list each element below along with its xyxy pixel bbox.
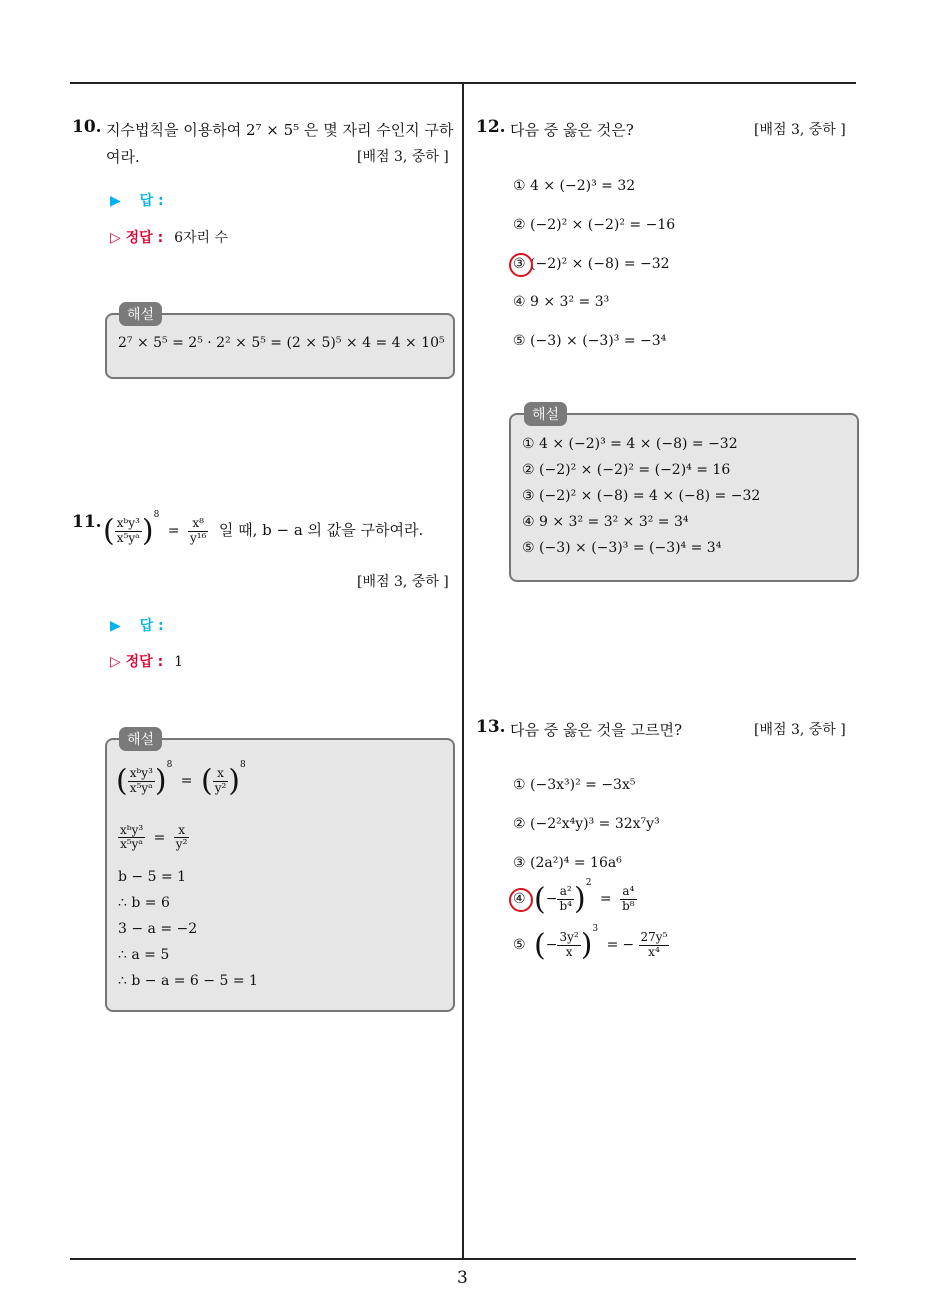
q11-solution-line-2: ∴ b = 6 bbox=[118, 895, 170, 911]
q12-points: [배점 3, 중하 ] bbox=[754, 122, 846, 138]
sol-rhs-den: y² bbox=[214, 780, 227, 795]
sol-exp: 8 bbox=[166, 760, 173, 770]
q11-text: 일 때, b − a 의 값을 구하여라. bbox=[218, 521, 424, 539]
sol-rhs-exp: 8 bbox=[240, 760, 246, 770]
play-icon: ▶ bbox=[110, 193, 121, 209]
q12-solution-line-3: ③ (−2)² × (−8) = 4 × (−8) = −32 bbox=[522, 488, 761, 504]
q11-points: [배점 3, 중하 ] bbox=[357, 574, 449, 590]
q11-outer-exp: 8 bbox=[153, 510, 160, 520]
opt4-num: a² bbox=[557, 885, 574, 899]
q11-equation: ( $\frac{\text{xᵇy³}}{\text{x⁵yᵃ}}$ )$^8$ = $\frac{\text{x⁸}}{\text{y¹⁶}}$ 일 때, b − a 의 값을 구하여라. bbox=[103, 510, 424, 549]
sol2-rhs-num: x bbox=[174, 824, 190, 838]
q11-frac-den: x⁵yᵃ bbox=[116, 530, 140, 545]
q10-solution-line: 2⁷ × 5⁵ = 2⁵ · 2² × 5⁵ = (2 × 5)⁵ × 4 = 4 × 10⁵ bbox=[118, 335, 445, 351]
q12-option-2[interactable]: ② (−2)² × (−2)² = −16 bbox=[513, 217, 676, 233]
sol-frac-den: x⁵yᵃ bbox=[129, 780, 153, 795]
q13-opt5-mark: ⑤ bbox=[513, 937, 526, 953]
q12-number: 12. bbox=[476, 117, 506, 137]
sol2-frac-den: x⁵yᵃ bbox=[120, 837, 144, 852]
q10-points: [배점 3, 중하 ] bbox=[357, 149, 449, 165]
opt4-den: b⁴ bbox=[559, 898, 572, 913]
q11-solution-tag: 해설 bbox=[119, 727, 162, 751]
q10-text-line1: 지수법칙을 이용하여 2⁷ × 5⁵ 은 몇 자리 수인지 구하 bbox=[106, 121, 454, 139]
q12-option-3[interactable]: ③ (−2)² × (−8) = −32 bbox=[513, 256, 670, 272]
q11-solution-line-3: 3 − a = −2 bbox=[118, 921, 198, 937]
opt4-rnum: a⁴ bbox=[620, 885, 637, 899]
q13-text: 다음 중 옳은 것을 고르면? bbox=[510, 721, 683, 739]
q11-answer-row[interactable] bbox=[110, 615, 164, 635]
column-divider bbox=[462, 82, 464, 1259]
q13-points: [배점 3, 중하 ] bbox=[754, 722, 846, 738]
q12-solution-line-2: ② (−2)² × (−2)² = (−2)⁴ = 16 bbox=[522, 462, 731, 478]
q11-rhs-den: y¹⁶ bbox=[189, 530, 207, 545]
q13-option-2[interactable]: ② (−2²x⁴y)³ = 32x⁷y³ bbox=[513, 816, 660, 832]
q12-solution-line-4: ④ 9 × 3² = 3² × 3² = 3⁴ bbox=[522, 514, 689, 530]
sol-frac-num: xᵇy³ bbox=[129, 766, 153, 781]
q12-solution-line-5: ⑤ (−3) × (−3)³ = (−3)⁴ = 3⁴ bbox=[522, 540, 722, 556]
sol-rhs-num: x bbox=[213, 767, 229, 781]
q11-correct-row bbox=[110, 651, 183, 671]
correct-value: 1 bbox=[174, 654, 183, 670]
q12-solution-tag: 해설 bbox=[524, 402, 567, 426]
triangle-outline-icon: ▷ bbox=[110, 230, 121, 246]
selected-answer-circle bbox=[509, 888, 533, 912]
bottom-rule bbox=[70, 1258, 856, 1260]
q10-number: 10. bbox=[72, 117, 102, 137]
opt4-exp: 2 bbox=[585, 878, 592, 888]
q10-solution-tag: 해설 bbox=[119, 302, 162, 326]
q11-solution-eq2: $\frac{\text{xᵇy³}}{\text{x⁵yᵃ}}$ = $\frac{x}{\text{y²}}$ bbox=[120, 823, 188, 852]
correct-label: 정답 : bbox=[125, 654, 164, 670]
triangle-outline-icon: ▷ bbox=[110, 654, 121, 670]
play-icon: ▶ bbox=[110, 618, 121, 634]
opt5-rnum: 27y⁵ bbox=[640, 930, 668, 945]
sol2-frac-num: xᵇy³ bbox=[120, 823, 144, 837]
q13-option-5[interactable]: ⑤ (− $\frac{\text{3y²}}{x}$ )$^3$ = − $\frac{\text{27y⁵}}{\text{x⁴}}$ bbox=[513, 924, 668, 963]
opt5-rden: x⁴ bbox=[648, 944, 660, 959]
q11-rhs-num: x⁸ bbox=[188, 517, 208, 531]
q13-option-3[interactable]: ③ (2a²)⁴ = 16a⁶ bbox=[513, 855, 622, 871]
q11-number: 11. bbox=[72, 512, 102, 532]
selected-answer-circle bbox=[509, 253, 533, 277]
opt5-den: x bbox=[565, 944, 573, 959]
q12-option-1[interactable]: ① 4 × (−2)³ = 32 bbox=[513, 178, 636, 194]
q12-solution-line-1: ① 4 × (−2)³ = 4 × (−8) = −32 bbox=[522, 436, 738, 452]
q11-frac-num: xᵇy³ bbox=[116, 516, 140, 531]
q13-option-4[interactable]: ④ (− $\frac{\text{a²}}{\text{b⁴}}$ )$^2$ = $\frac{\text{a⁴}}{\text{b⁸}}$ bbox=[513, 878, 635, 917]
q11-solution-line-5: ∴ b − a = 6 − 5 = 1 bbox=[118, 973, 258, 989]
answer-label: 답 : bbox=[139, 618, 164, 634]
sol2-rhs-den: y² bbox=[175, 837, 188, 852]
page-number: 3 bbox=[457, 1268, 468, 1288]
q13-option-1[interactable]: ① (−3x³)² = −3x⁵ bbox=[513, 777, 636, 793]
q10-correct-row bbox=[110, 227, 228, 247]
q11-solution-line-4: ∴ a = 5 bbox=[118, 947, 170, 963]
q11-solution-eq1: ( $\frac{\text{xᵇy³}}{\text{x⁵yᵃ}}$ )$^8$ = ( $\frac{x}{\text{y²}}$ )$^8$ bbox=[116, 760, 246, 799]
opt5-num: 3y² bbox=[559, 930, 579, 945]
answer-label: 답 : bbox=[139, 193, 164, 209]
correct-label: 정답 : bbox=[125, 230, 164, 246]
q12-option-4[interactable]: ④ 9 × 3² = 3³ bbox=[513, 294, 610, 310]
q10-text-line2: 여라. bbox=[106, 148, 140, 166]
q13-opt4-mark: ④ bbox=[513, 891, 526, 907]
correct-value: 6자리 수 bbox=[174, 230, 228, 246]
opt5-exp: 3 bbox=[592, 924, 599, 934]
opt4-rden: b⁸ bbox=[622, 898, 635, 913]
q13-number: 13. bbox=[476, 717, 506, 737]
q12-text: 다음 중 옳은 것은? bbox=[510, 121, 634, 139]
q11-solution-line-1: b − 5 = 1 bbox=[118, 869, 187, 885]
q12-option-5[interactable]: ⑤ (−3) × (−3)³ = −3⁴ bbox=[513, 333, 667, 349]
q10-answer-row[interactable] bbox=[110, 190, 164, 210]
